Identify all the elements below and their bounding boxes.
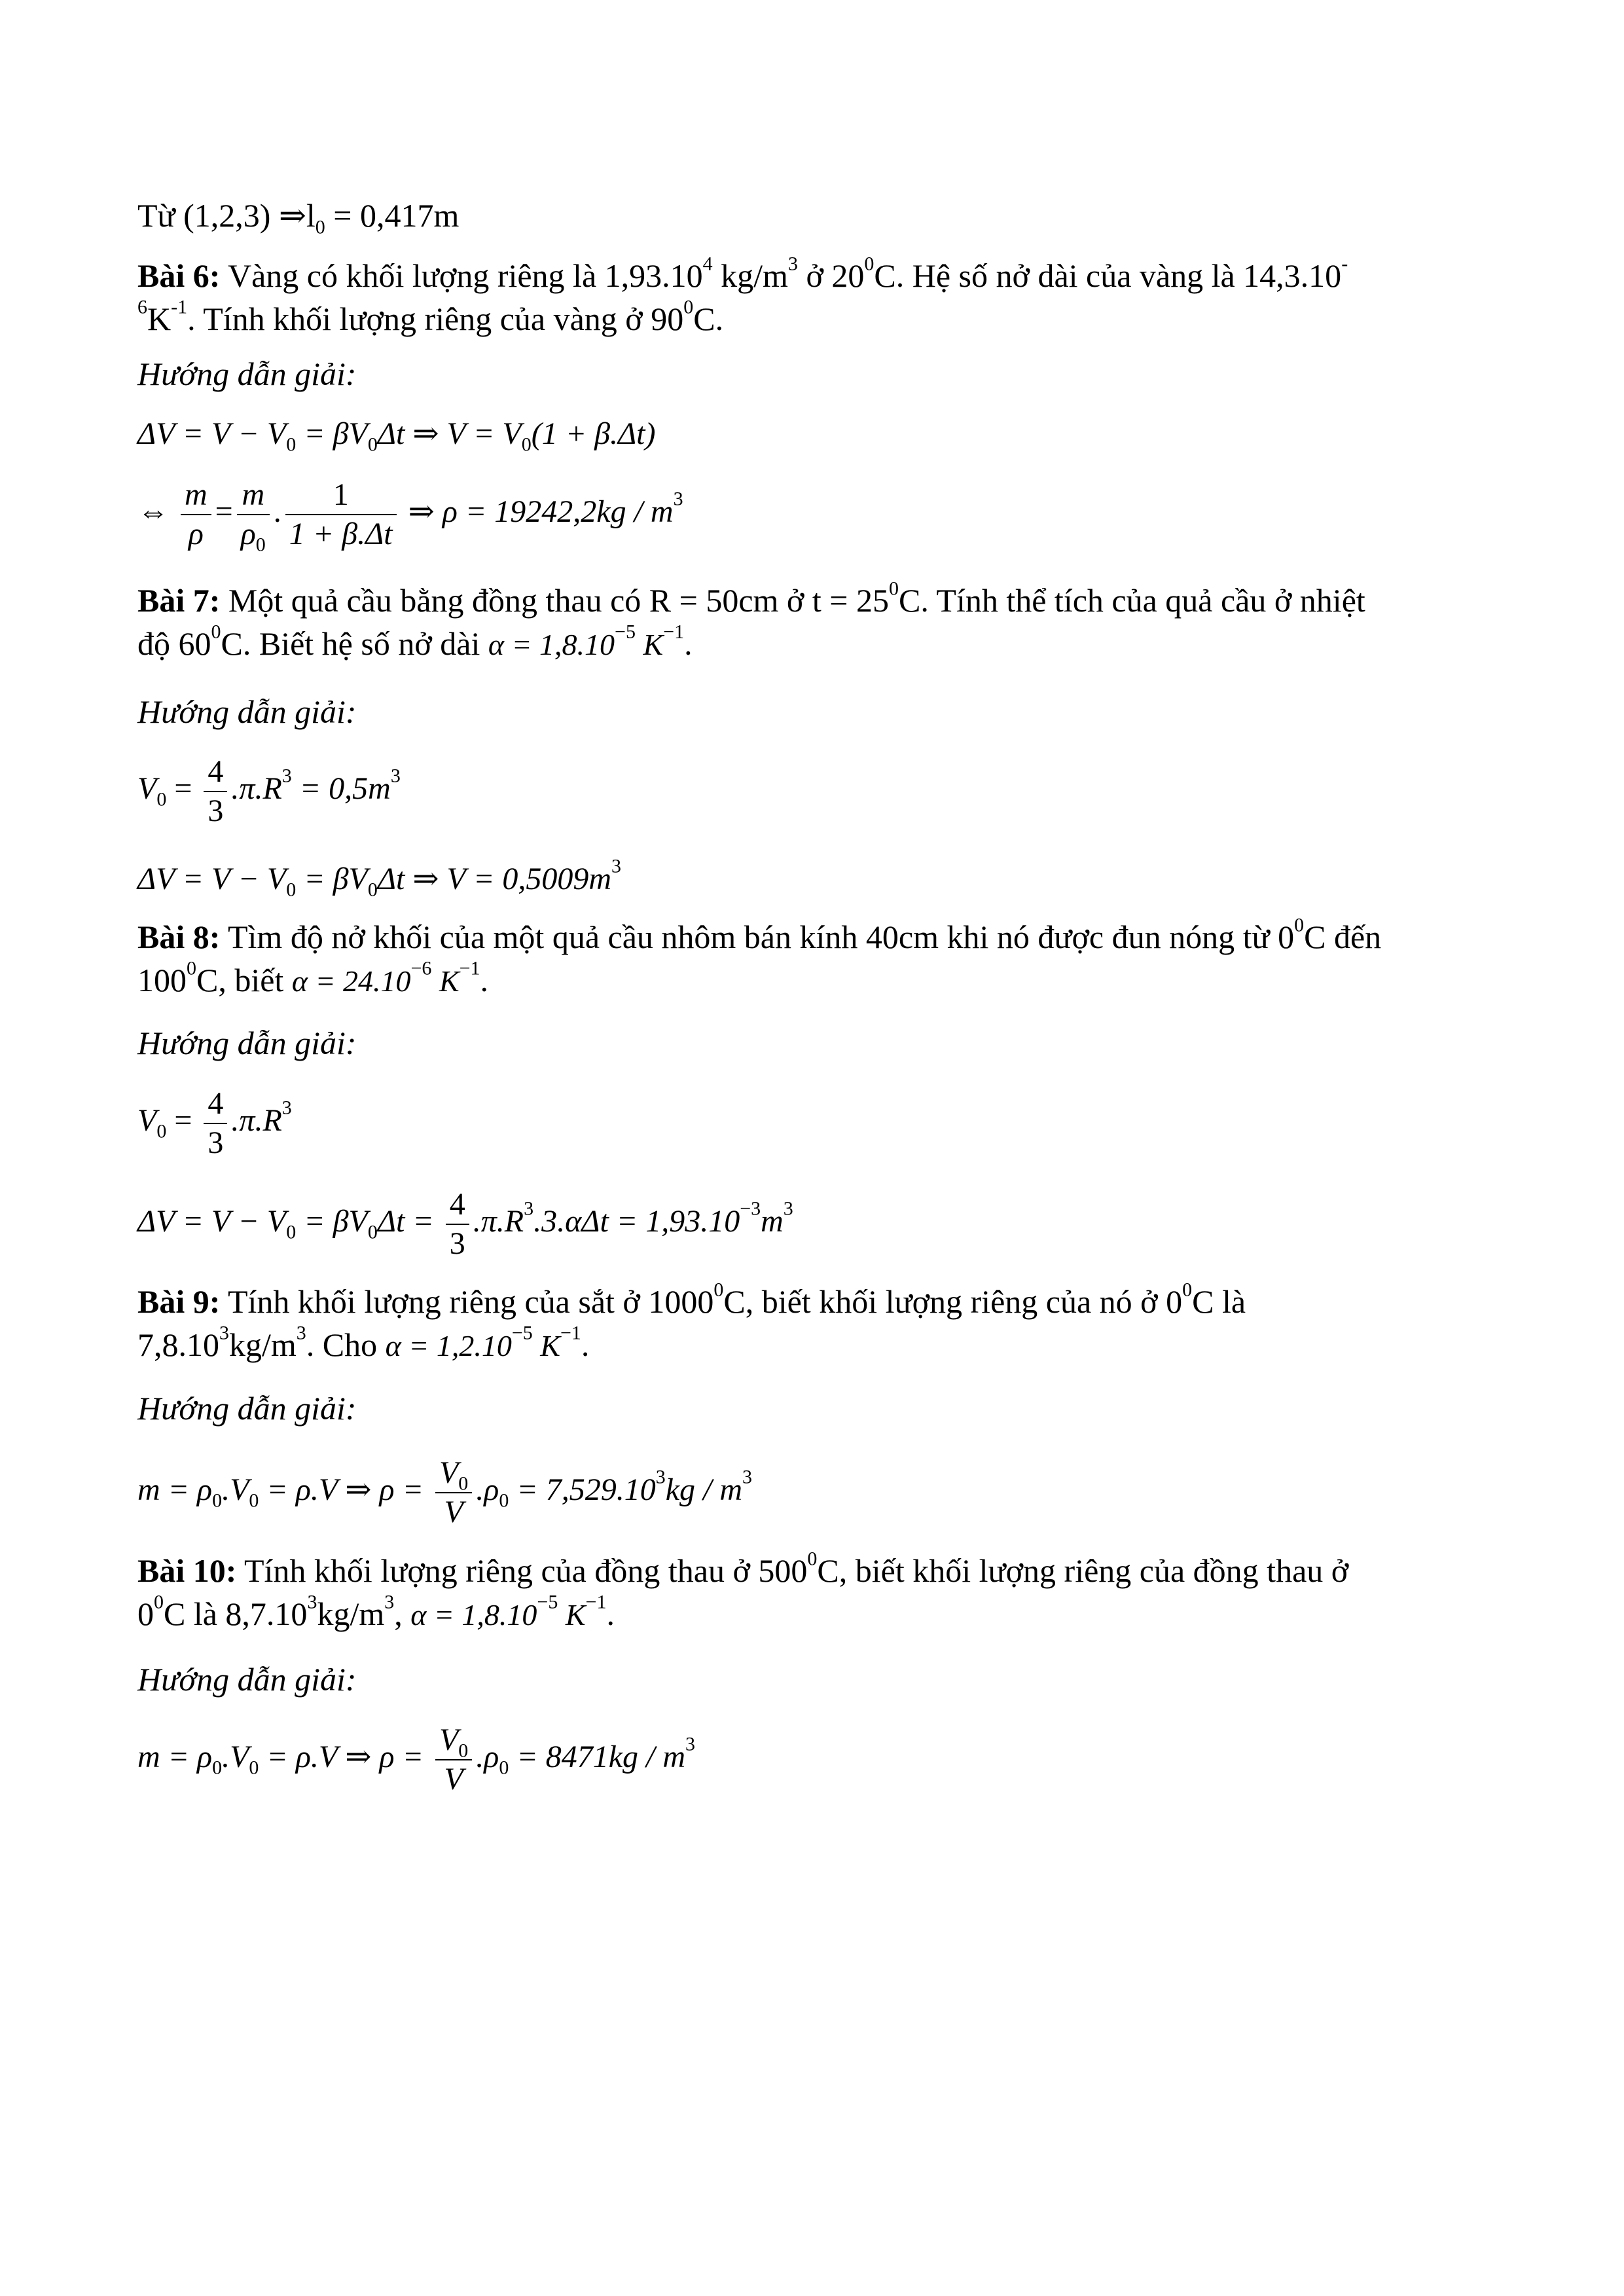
text: Tính khối lượng riêng của sắt ở 1000 xyxy=(220,1283,714,1320)
sub: 0 xyxy=(367,879,378,901)
math: m = ρ xyxy=(137,1472,213,1507)
sup: 0 xyxy=(211,621,221,643)
math: .π.R xyxy=(473,1204,524,1239)
sup: −6 xyxy=(410,957,432,979)
math: .V xyxy=(222,1740,249,1774)
math: = βV xyxy=(296,862,368,896)
numerator: 1 xyxy=(285,479,397,515)
problem-9 xyxy=(137,1280,1499,1368)
equals: = xyxy=(215,494,233,529)
denominator xyxy=(237,515,270,556)
sup: 0 xyxy=(187,957,196,979)
sup: 3 xyxy=(296,1322,306,1344)
text: . xyxy=(606,1595,615,1632)
text: . xyxy=(480,962,489,998)
math: V xyxy=(439,1722,459,1757)
sub: 0 xyxy=(249,1489,259,1512)
denominator: 3 xyxy=(449,1226,465,1261)
problem-7-line-2 xyxy=(137,622,1499,666)
text: Tính khối lượng riêng của đồng thau ở 500 xyxy=(236,1552,808,1589)
sub: 0 xyxy=(521,433,532,456)
sup: 0 xyxy=(683,296,694,318)
text: 7,8.10 xyxy=(137,1326,219,1363)
math: = βV xyxy=(296,416,368,451)
math: m xyxy=(761,1204,784,1239)
sub: 0 xyxy=(156,1120,167,1142)
math: K xyxy=(635,628,664,661)
sub: 0 xyxy=(286,1221,297,1243)
equation xyxy=(137,855,1499,901)
math: α = 1,8.10 xyxy=(410,1598,537,1631)
result-prefix: Từ (1,2,3) xyxy=(137,197,279,234)
math: α = 1,2.10 xyxy=(385,1329,512,1362)
denominator: 3 xyxy=(208,793,224,828)
math: .ρ xyxy=(476,1472,499,1507)
problem-7-label: Bài 7: xyxy=(137,582,221,619)
sub: 0 xyxy=(367,433,378,456)
math: α = 1,8.10 xyxy=(488,628,615,661)
text: C, biết khối lượng riêng của nó ở 0 xyxy=(723,1283,1183,1320)
problem-10-label: Bài 10: xyxy=(137,1552,237,1589)
text: kg/m xyxy=(317,1595,385,1632)
text: Tìm độ nở khối của một quả cầu nhôm bán kính 40cm khi nó được đun nóng từ 0 xyxy=(220,919,1295,955)
math: V xyxy=(439,1455,459,1490)
text: C, biết khối lượng riêng của đồng thau ở xyxy=(817,1552,1349,1589)
result-sub: 0 xyxy=(315,216,325,238)
numerator: 4 xyxy=(446,1188,469,1225)
numerator: m xyxy=(181,479,211,515)
sup: 3 xyxy=(783,1197,793,1220)
text: , xyxy=(394,1595,411,1632)
solution-heading: Hướng dẫn giải: xyxy=(137,355,357,392)
math: ΔV = V − V xyxy=(137,862,287,896)
math: .π.R xyxy=(231,771,282,806)
math: K xyxy=(558,1598,586,1631)
math: = 8471kg / m xyxy=(509,1740,686,1774)
text: C, biết xyxy=(196,962,292,998)
math: .π.R xyxy=(231,1103,282,1138)
fraction xyxy=(181,479,211,551)
fraction xyxy=(204,756,227,828)
text: C là xyxy=(1192,1283,1246,1320)
dot: . xyxy=(273,494,281,529)
equation xyxy=(137,1082,1499,1160)
sub: 0 xyxy=(458,1472,469,1495)
sup: 6 xyxy=(137,296,147,318)
sub: 0 xyxy=(286,879,297,901)
fraction xyxy=(204,1087,227,1160)
sup: −1 xyxy=(459,957,480,979)
sup: 0 xyxy=(1182,1279,1193,1301)
sup: 0 xyxy=(1294,914,1305,936)
sub: 0 xyxy=(249,1757,259,1779)
problem-8-line-1 xyxy=(137,915,1499,958)
text: độ 60 xyxy=(137,625,211,662)
math: ⇒ ρ = 19242,2kg / m xyxy=(400,494,674,529)
problem-7-line-1 xyxy=(137,579,1499,622)
problem-6-line-2 xyxy=(137,297,1499,340)
problem-9-label: Bài 9: xyxy=(137,1283,221,1320)
text: 100 xyxy=(137,962,187,998)
sup: 0 xyxy=(888,577,899,600)
problem-8-label: Bài 8: xyxy=(137,919,221,955)
solution-heading: Hướng dẫn giải: xyxy=(137,1661,357,1698)
sup: −1 xyxy=(663,621,685,643)
fraction xyxy=(435,1724,472,1796)
sup: 3 xyxy=(219,1322,229,1344)
text: . Cho xyxy=(306,1326,386,1363)
solution-heading: Hướng dẫn giải: xyxy=(137,1025,357,1061)
text: C. Tính thể tích của quả cầu ở nhiệt xyxy=(898,582,1365,619)
math: ΔV = V − V xyxy=(137,416,287,451)
sup: 3 xyxy=(611,855,622,877)
sup: -1 xyxy=(171,296,188,318)
numerator: 4 xyxy=(204,1087,227,1124)
sup: 3 xyxy=(685,1733,696,1755)
sup: −5 xyxy=(615,621,636,643)
result-line xyxy=(137,194,1499,237)
denominator: 1 + β.Δt xyxy=(289,516,393,551)
math: V xyxy=(137,1103,157,1138)
math: ΔV = V − V xyxy=(137,1204,287,1239)
text: kg/m xyxy=(229,1326,297,1363)
sup: 3 xyxy=(281,1097,292,1119)
sup: - xyxy=(1341,253,1348,275)
solution-heading: Hướng dẫn giải: xyxy=(137,1390,357,1427)
fraction xyxy=(446,1188,469,1261)
sub: 0 xyxy=(458,1740,469,1762)
sub: 0 xyxy=(212,1757,223,1779)
problem-10-line-1 xyxy=(137,1549,1499,1592)
text: C đến xyxy=(1304,919,1382,955)
sup: 3 xyxy=(787,253,798,275)
math: = 0,5m xyxy=(291,771,391,806)
sup: 3 xyxy=(655,1466,666,1488)
math: = 7,529.10 xyxy=(509,1472,656,1507)
sup: −3 xyxy=(740,1197,761,1220)
sub: 0 xyxy=(156,788,167,811)
problem-6-line-1 xyxy=(137,254,1499,297)
problem-8 xyxy=(137,915,1499,1003)
sup: 0 xyxy=(154,1591,164,1613)
sup: 3 xyxy=(524,1197,534,1220)
denominator: V xyxy=(444,1494,463,1529)
text: ở 20 xyxy=(797,257,865,294)
math: K xyxy=(532,1329,560,1362)
problem-9-line-2 xyxy=(137,1323,1499,1368)
text: C. Hệ số nở dài của vàng là 14,3.10 xyxy=(874,257,1342,294)
math: K xyxy=(431,964,460,998)
sup: 3 xyxy=(281,765,292,787)
denominator: 3 xyxy=(208,1125,224,1160)
sup: 3 xyxy=(390,765,401,787)
problem-8-line-2 xyxy=(137,958,1499,1003)
fraction xyxy=(285,479,397,551)
fraction xyxy=(237,477,270,556)
math: = βV xyxy=(296,1204,368,1239)
numerator: 4 xyxy=(204,756,227,792)
equation xyxy=(137,1182,1499,1261)
sub: 0 xyxy=(286,433,297,456)
math: .ρ xyxy=(476,1740,499,1774)
sup: −1 xyxy=(560,1322,581,1344)
sup: 3 xyxy=(673,488,683,510)
equation xyxy=(137,1451,1499,1529)
text: . xyxy=(581,1326,590,1363)
math: Δt ⇒ V = 0,5009m xyxy=(377,862,612,896)
equals: = xyxy=(166,771,200,806)
numerator xyxy=(435,1724,472,1760)
text: C. xyxy=(693,301,724,337)
math: .3.αΔt = 1,93.10 xyxy=(533,1204,740,1239)
problem-10 xyxy=(137,1549,1499,1637)
sup: 4 xyxy=(702,253,713,275)
math: = ρ.V ⇒ ρ = xyxy=(259,1740,431,1774)
text: . xyxy=(684,625,693,662)
sup: 3 xyxy=(384,1591,395,1613)
text: . Tính khối lượng riêng của vàng ở 90 xyxy=(187,301,684,337)
problem-9-line-1 xyxy=(137,1280,1499,1323)
sup: 3 xyxy=(742,1466,753,1488)
denominator: ρ xyxy=(188,516,204,551)
math: kg / m xyxy=(665,1472,743,1507)
equation xyxy=(137,473,1499,556)
equals: = xyxy=(166,1103,200,1138)
sub: 0 xyxy=(499,1757,509,1779)
math: = ρ.V ⇒ ρ = xyxy=(259,1472,431,1507)
fraction xyxy=(435,1457,472,1529)
text: 0 xyxy=(137,1595,154,1632)
numerator xyxy=(435,1457,472,1493)
math: ρ xyxy=(240,516,256,551)
sub: 0 xyxy=(499,1489,509,1512)
problem-6-label: Bài 6: xyxy=(137,257,221,294)
sup: 3 xyxy=(307,1591,317,1613)
math: Δt ⇒ V = V xyxy=(377,416,522,451)
sub: 0 xyxy=(212,1489,223,1512)
equation xyxy=(137,1718,1499,1796)
sup: 0 xyxy=(807,1548,818,1570)
denominator: V xyxy=(444,1761,463,1796)
numerator: m xyxy=(237,479,270,515)
equation xyxy=(137,750,1499,828)
text: C. Biết hệ số nở dài xyxy=(221,625,488,662)
sub: 0 xyxy=(255,534,266,556)
sup: −5 xyxy=(537,1591,558,1613)
equation xyxy=(137,412,1499,456)
sup: −1 xyxy=(585,1591,607,1613)
text: K xyxy=(147,301,171,337)
sup: −5 xyxy=(511,1322,533,1344)
text: kg/m xyxy=(712,257,788,294)
implies-arrow: ⇒ xyxy=(278,197,306,234)
math: .V xyxy=(222,1472,249,1507)
math: (1 + β.Δt) xyxy=(531,416,656,451)
math: m = ρ xyxy=(137,1740,213,1774)
problem-10-line-2 xyxy=(137,1592,1499,1637)
solution-heading: Hướng dẫn giải: xyxy=(137,693,357,730)
sup: 0 xyxy=(713,1279,724,1301)
math: V xyxy=(137,771,157,806)
sub: 0 xyxy=(367,1221,378,1243)
math: Δt = xyxy=(377,1204,442,1239)
text: Một quả cầu bằng đồng thau có R = 50cm ở t = 25 xyxy=(220,582,889,619)
text: Vàng có khối lượng riêng là 1,93.10 xyxy=(220,257,703,294)
equiv-symbol: ⇔ xyxy=(137,494,169,529)
result-var: l xyxy=(306,197,316,234)
sup: 0 xyxy=(864,253,875,275)
text: C là 8,7.10 xyxy=(164,1595,308,1632)
problem-7 xyxy=(137,579,1499,666)
math: α = 24.10 xyxy=(291,964,411,998)
result-value: = 0,417m xyxy=(325,197,460,234)
problem-6 xyxy=(137,254,1499,340)
